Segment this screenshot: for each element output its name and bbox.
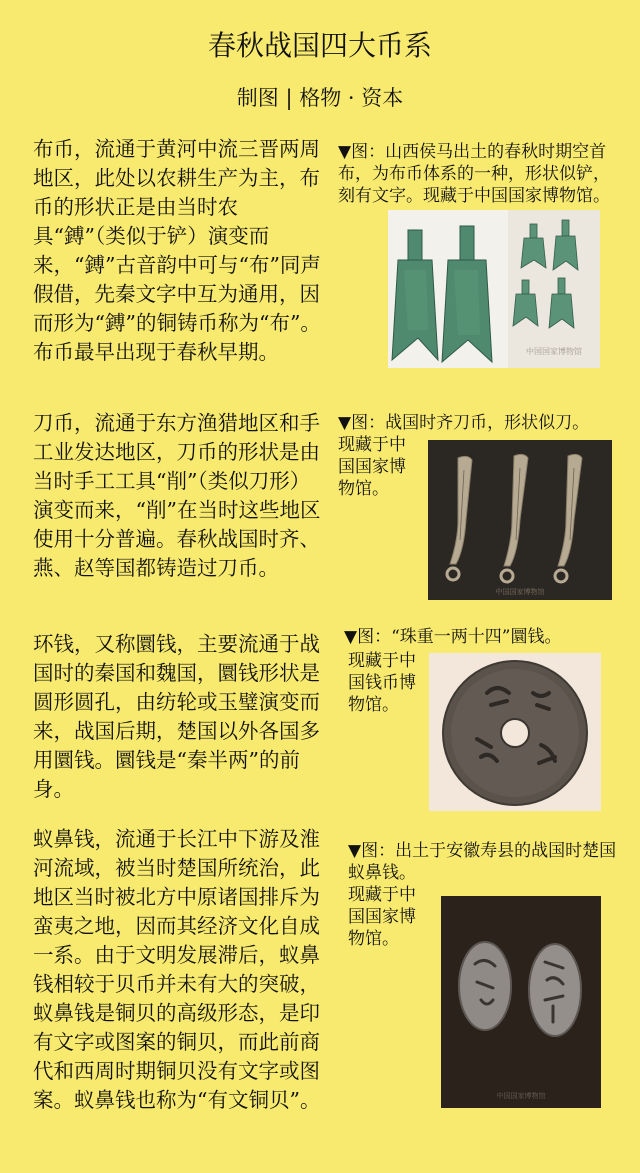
yibi-coin-caption-rest: 现藏于中国国家博物馆。 <box>348 885 416 949</box>
yibi-photo-mark: 中国国家博物馆 <box>496 1092 546 1100</box>
ant-nose-coin-image <box>441 896 601 1108</box>
dao-coin-text: 刀币，流通于东方渔猎地区和手工业发达地区，刀币的形状是由当时手工工具“削”（类似刀形）演变而来，“削”在当时这些地区使用十分普遍。春秋战国时齐、燕、赵等国都铸造过刀币。 <box>33 411 321 580</box>
spade-coin-image <box>388 210 600 368</box>
dao-photo-mark: 中国国家博物馆 <box>495 588 545 596</box>
page-subtitle: 制图 | 格物 · 资本 <box>236 86 404 110</box>
huan-coin-photo <box>429 653 601 811</box>
bu-photo-mark: 中国国家博物馆 <box>526 347 582 356</box>
bu-coin-photo <box>388 210 600 368</box>
yibi-coin-caption-top: ▼图：出土于安徽寿县的战国时楚国蚁鼻钱。 <box>348 841 617 883</box>
yibi-coin-text: 蚁鼻钱，流通于长江中下游及淮河流域，被当时楚国所统治，此地区当时被北方中原诸国排斥为蛮夷之地，因而其经济文化自成一系。由于文明发展滞后，蚁鼻钱相较于贝币并未有大的突破，蚁鼻钱是铜贝的高级形态，是印有文字或图案的铜贝，而此前商代和西周时期铜贝没有文字或图案。蚁鼻钱也称为“有文铜贝”。 <box>33 827 321 1112</box>
round-coin-image <box>429 653 601 811</box>
knife-coin-image <box>428 440 612 600</box>
huan-coin-text: 环钱，又称圜钱，主要流通于战国时的秦国和魏国，圜钱形状是圆形圆孔，由纺轮或玉璧演变而来，战国后期，楚国以外各国多用圜钱。圜钱是“秦半两”的前身。 <box>33 632 320 801</box>
dao-coin-caption-top: ▼图：战国时齐刀币，形状似刀。 <box>338 413 590 433</box>
bu-coin-text: 布币，流通于黄河中流三晋两周地区，此处以农耕生产为主，布币的形状正是由当时农具“鎛”（类似于铲）演变而来，“鎛”古音韵中可与“布”同声假借，先秦文字中互为通用，因而形为“鎛”的铜铸币称为“布”。布币最早出现于春秋早期。 <box>33 137 321 364</box>
dao-coin-photo <box>428 440 612 600</box>
yibi-coin-photo <box>441 896 601 1108</box>
huan-coin-caption-rest: 现藏于中国钱币博物馆。 <box>348 651 416 715</box>
bu-coin-caption: ▼图：山西侯马出土的春秋时期空首布，为布币体系的一种，形状似铲，刻有文字。现藏于中国国家博物馆。 <box>338 142 610 206</box>
dao-coin-caption-rest: 现藏于中国国家博物馆。 <box>338 435 406 499</box>
huan-coin-caption-top: ▼图：“珠重一两十四”圜钱。 <box>344 627 562 647</box>
page-title: 春秋战国四大币系 <box>207 29 432 62</box>
